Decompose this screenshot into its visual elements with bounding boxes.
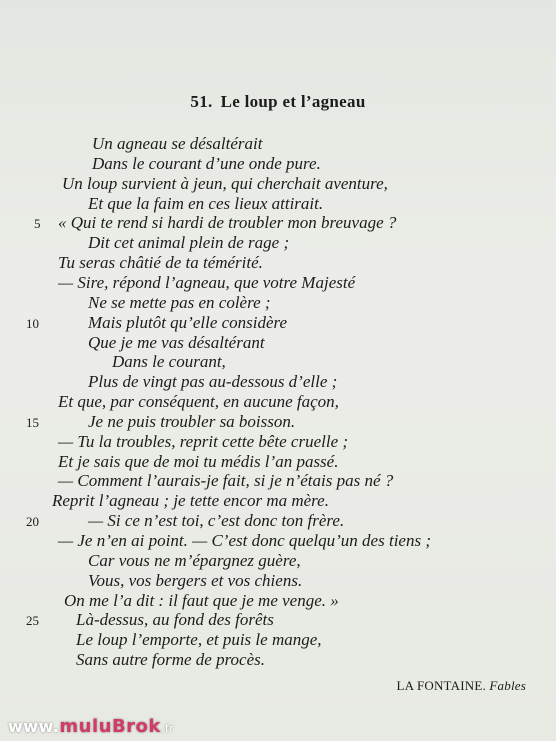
watermark-prefix: www. <box>8 717 60 736</box>
verse-line: Et que, par conséquent, en aucune façon, <box>58 392 339 412</box>
verse-line: — Je n’en ai point. — C’est donc quelqu’un des tiens ; <box>58 531 431 550</box>
poem-number: 51. <box>190 92 213 111</box>
verse-line: Dit cet animal plein de rage ; <box>88 233 290 253</box>
verse-line: Sans autre forme de procès. <box>76 650 266 670</box>
source-author: LA FONTAINE. <box>396 678 486 693</box>
verse-line: Reprit l’agneau ; je tette encor ma mère. <box>52 491 329 511</box>
line-number: 25 <box>26 613 39 629</box>
line-number: 15 <box>26 414 39 430</box>
verse-line: Tu seras châtié de ta témérité. <box>58 253 263 273</box>
watermark-brand: muluBrok <box>59 716 161 737</box>
verse-line: Dans le courant, <box>112 352 226 372</box>
verse-line: Là-dessus, au fond des forêts <box>76 610 274 630</box>
verse-line: On me l’a dit : il faut que je me venge. » <box>64 590 339 610</box>
verse-line: Et je sais que de moi tu médis l’an passé. <box>58 451 339 471</box>
verse-line: — Tu la troubles, reprit cette bête cruelle ; <box>58 431 349 451</box>
verse-line: Et que la faim en ces lieux attirait. <box>88 193 324 213</box>
verse-line: — Si ce n’est toi, c’est donc ton frère. <box>88 511 345 531</box>
line-number: 20 <box>26 514 39 530</box>
verse-line: Je ne puis troubler sa boisson. <box>88 411 296 431</box>
poem-title <box>0 92 556 112</box>
verse-line: Mais plutôt qu’elle considère <box>88 312 288 332</box>
source-work: Fables <box>489 678 526 693</box>
source-attribution <box>396 678 526 694</box>
verse-line: Que je me vas désaltérant <box>88 332 265 352</box>
line-number: 5 <box>34 216 41 232</box>
verse-line: — Sire, répond l’agneau, que votre Majesté <box>58 272 356 292</box>
verse-line: — Comment l’aurais-je fait, si je n’étais pas né ? <box>58 471 394 491</box>
poem-title-text: Le loup et l’agneau <box>220 92 366 111</box>
verse-line: Le loup l’emporte, et puis le mange, <box>76 630 322 650</box>
verse-line: Vous, vos bergers et vos chiens. <box>88 570 303 590</box>
verse-line: Dans le courant d’une onde pure. <box>92 153 321 173</box>
verse-line: Plus de vingt pas au-dessous d’elle ; <box>88 372 338 392</box>
verse-line: Un agneau se désaltérait <box>92 134 263 153</box>
verse-line: Un loup survient à jeun, qui cherchait aventure, <box>62 173 388 193</box>
watermark-tld: .fr <box>160 722 175 735</box>
verse-line: Ne se mette pas en colère ; <box>88 292 271 312</box>
site-watermark <box>8 716 174 737</box>
line-number: 10 <box>26 315 39 331</box>
verse-line: « Qui te rend si hardi de troubler mon breuvage ? <box>58 213 397 233</box>
verse-line: Car vous ne m’épargnez guère, <box>88 550 301 570</box>
